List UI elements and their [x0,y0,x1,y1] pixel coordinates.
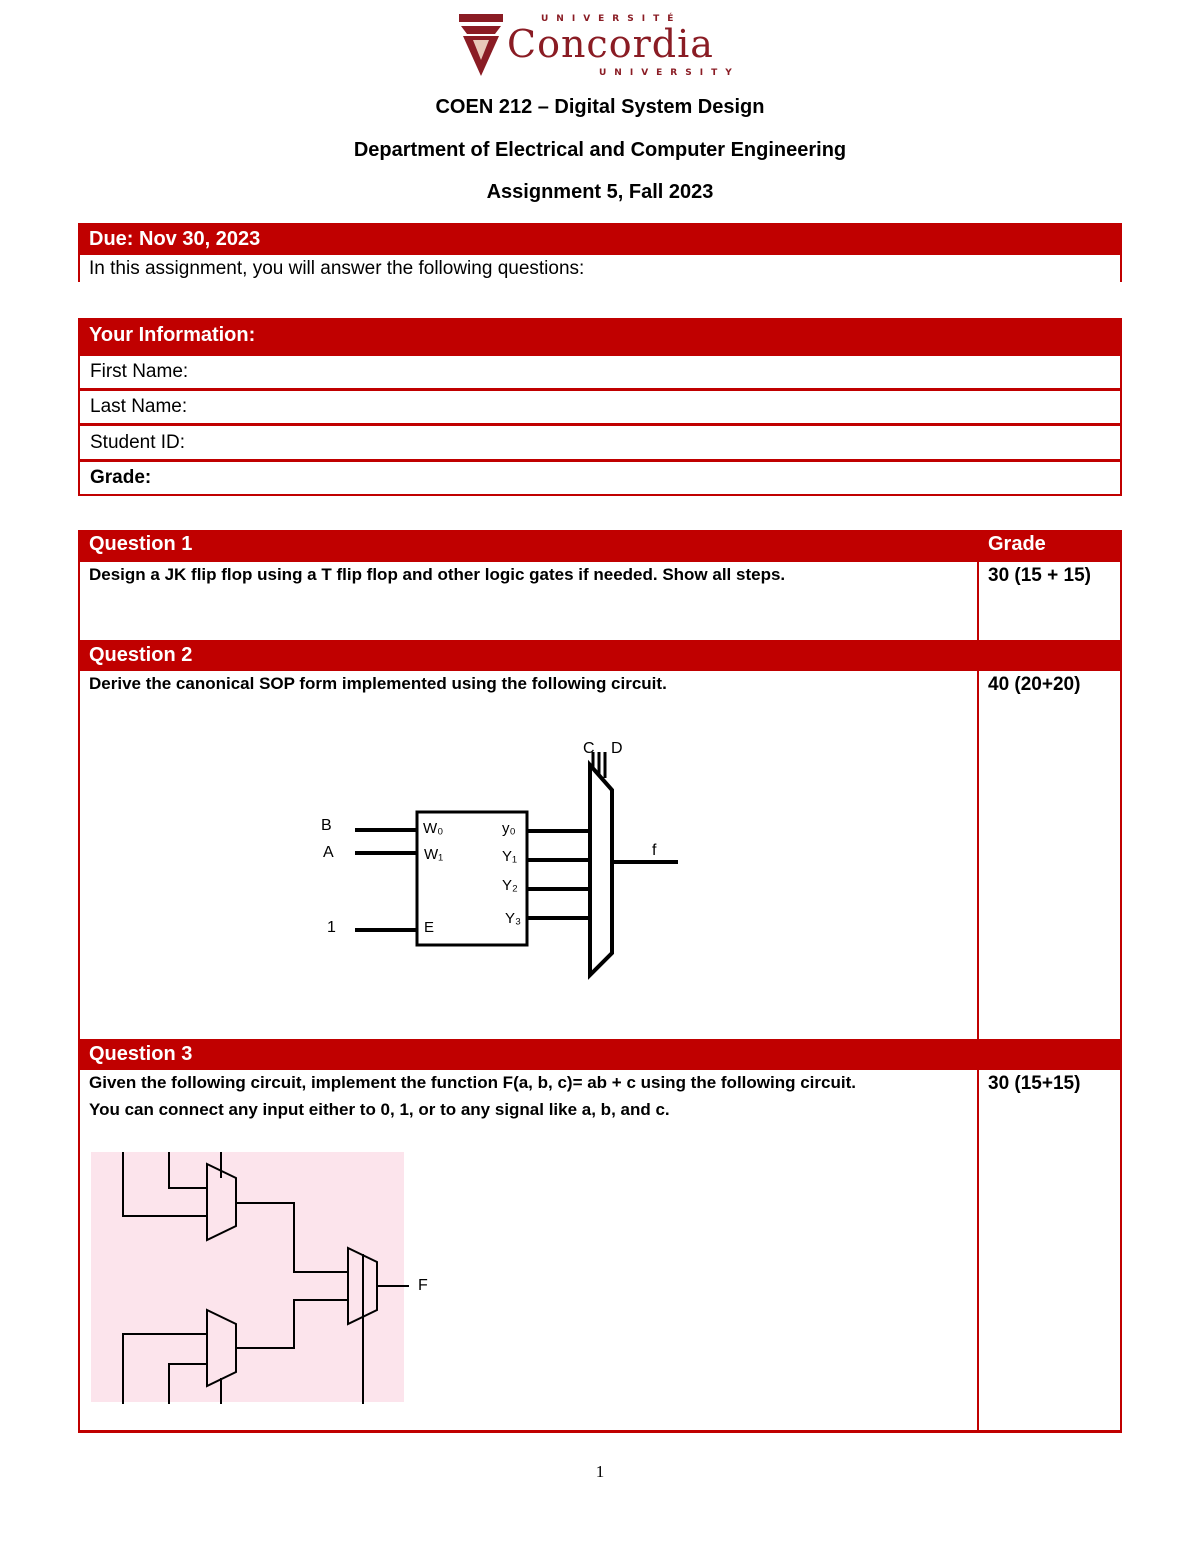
q1-title: Question 1 [89,533,193,555]
last-name-field: Last Name: [78,389,1122,425]
q3-text-line2: You can connect any input either to 0, 1, or to any signal like a, b, and c. [89,1100,670,1119]
shield-logo-icon [455,10,507,80]
q3-text-line1: Given the following circuit, implement the function F(a, b, c)= ab + c using the following circuit. [89,1073,856,1092]
due-left-border [78,255,80,282]
q2-title: Question 2 [89,644,193,666]
mux-output-label-f: F [418,1277,428,1294]
assignment-title: Assignment 5, Fall 2023 [486,181,714,203]
input-label-b: B [321,817,332,834]
decoder-in-w1: W₁ [424,846,444,863]
input-label-1: 1 [327,919,336,936]
q3-grade: 30 (15+15) [988,1073,1081,1094]
logo-wordmark: Concordia [507,22,714,66]
decoder-out-y0: y₀ [502,820,516,837]
q3-header-bar [78,1039,1122,1070]
first-name-field: First Name: [78,354,1122,390]
mux-block [590,765,612,975]
output-label-f: f [652,842,657,859]
due-header: Due: Nov 30, 2023 [78,223,1122,255]
table-right-border [1120,562,1122,1433]
info-header: Your Information: [78,318,1122,354]
q3-title: Question 3 [89,1043,193,1065]
q1-grade: 30 (15 + 15) [988,565,1091,586]
department-title: Department of Electrical and Computer Engineering [353,139,847,161]
select-label-c: C [583,740,595,757]
decoder-in-e: E [424,919,435,936]
q1-text: Design a JK flip flop using a T flip flop and other logic gates if needed. Show all steps. [89,565,786,584]
due-right-border [1120,255,1122,282]
q2-text: Derive the canonical SOP form implemented using the following circuit. [89,674,667,693]
decoder-in-w0: W₀ [423,820,444,837]
q1-header-bar [78,530,1122,562]
student-id-field: Student ID: [78,424,1122,461]
table-mid-border-2 [977,671,979,1039]
table-mid-border-3 [977,1070,979,1433]
input-label-a: A [323,844,334,861]
course-title: COEN 212 – Digital System Design [435,96,765,118]
grade-header: Grade [988,533,1046,555]
concordia-logo [455,8,740,80]
decoder-mux-circuit [300,730,700,990]
assignment-intro: In this assignment, you will answer the following questions: [89,258,585,279]
decoder-out-y1: Y₁ [502,848,518,865]
logo-bottom-text: UNIVERSITY [599,68,740,78]
table-mid-border-1 [977,562,979,640]
select-label-d: D [611,740,623,757]
page-number: 1 [595,1462,605,1481]
q2-grade: 40 (20+20) [988,674,1081,695]
q2-header-bar [78,640,1122,671]
decoder-out-y2: Y₂ [502,877,518,894]
mux-tree-circuit [91,1148,431,1408]
grade-field: Grade: [78,460,1122,496]
table-left-border [78,562,80,1433]
decoder-out-y3: Y₃ [505,910,522,927]
table-bottom-border [78,1430,1122,1433]
logo-top-text: UNIVERSITÉ [541,14,682,24]
